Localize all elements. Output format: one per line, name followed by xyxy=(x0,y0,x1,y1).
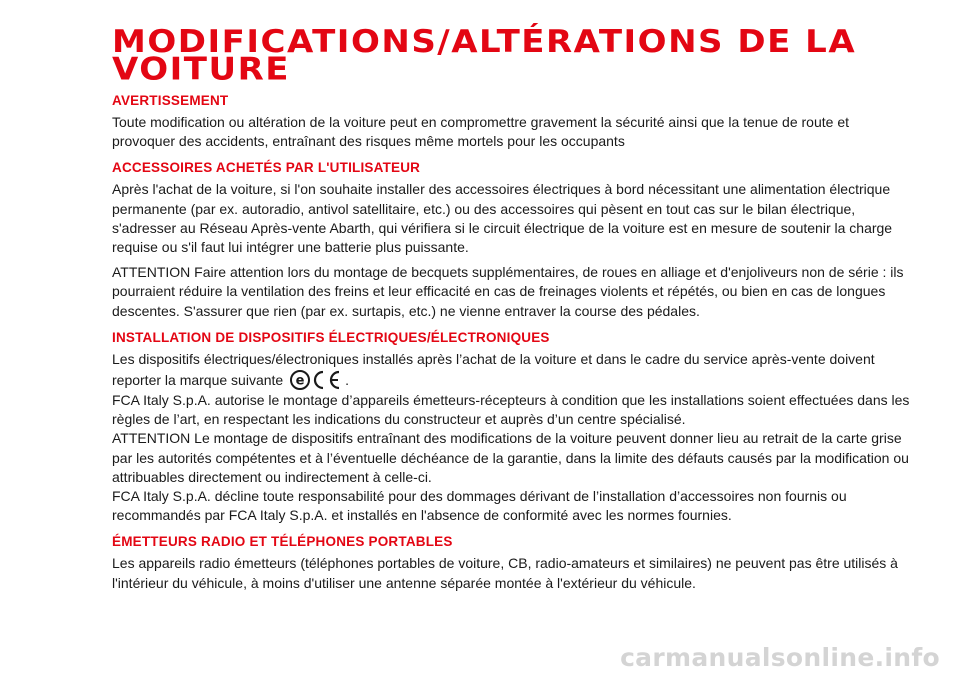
mark-line-text: reporter la marque suivante xyxy=(112,372,284,389)
fca-liability-text: FCA Italy S.p.A. décline toute responsabilité pour des dommages dérivant de l’installation d’accessoires non fournis ou recommandés par FCA Italy S.p.A. et installés en l'absence de conformité avec les normes fournies. xyxy=(112,488,847,524)
accessories-paragraph: Après l'achat de la voiture, si l'on souhaite installer des accessoires électriques à bord nécessitant une alimentation électrique permanente (par ex. autoradio, antivol satellitaire, etc.) ou des accessoires qui pèsent en tout cas sur le bilan électrique, s'adresser au Réseau Après-vente Abarth, qui vérifiera si le circuit électrique de la voiture est en mesure de soutenir la charge requise ou s'il faut lui intégrer une batterie plus puissante. xyxy=(112,181,893,256)
section-heading-radio-transmitters: ÉMETTEURS RADIO ET TÉLÉPHONES PORTABLES xyxy=(112,534,453,550)
fca-authorisation-text: FCA Italy S.p.A. autorise le montage d’appareils émetteurs-récepteurs à condition que les installations soient effectuées dans les règles de l’art, en respectant les indications du constructeur et auprès d’un centre spécialisé. xyxy=(112,392,910,428)
section-heading-electrical-devices: INSTALLATION DE DISPOSITIFS ÉLECTRIQUES/ÉLECTRONIQUES xyxy=(112,329,550,345)
page-title: MODIFICATIONS/ALTÉRATIONS DE LA VOITURE xyxy=(112,23,857,88)
electrical-devices-intro-line: Les dispositifs électriques/électroniques installés après l’achat de la voiture et dans le cadre du service après-vente doivent xyxy=(112,350,875,367)
manual-page xyxy=(112,23,912,599)
svg-text:e: e xyxy=(295,373,305,389)
warning-paragraph: Toute modification ou altération de la voiture peut en compromettre gravement la sécurité ainsi que la tenue de route et provoquer des accidents, entraînant des risques même mortels pour les occupants xyxy=(112,114,849,150)
attention-modification-text: ATTENTION Le montage de dispositifs entraînant des modifications de la voiture peuvent donner lieu au retrait de la carte grise par les autorités compétentes et à l’éventuelle déchéance de la garantie, dans la limite des défauts causés par la modification ou attribuables directement ou indirectement à celle-ci. xyxy=(112,430,909,485)
electrical-devices-paragraph xyxy=(112,350,912,526)
e-ce-mark-icon xyxy=(289,369,343,391)
radio-transmitters-paragraph: Les appareils radio émetteurs (téléphones portables de voiture, CB, radio-amateurs et similaires) ne peuvent pas être utilisés à l'intérieur du véhicule, à moins d'utiliser une antenne séparée montée à l'extérieur du véhicule. xyxy=(112,555,898,591)
accessories-attention-paragraph: ATTENTION Faire attention lors du montage de becquets supplémentaires, de roues en alliage et d'enjoliveurs non de série : ils pourraient réduire la ventilation des freins et leur efficacité en cas de freinages violents et répétés, ou bien en cas de longues descentes. S'assurer que rien (par ex. surtapis, etc.) ne vienne entraver la course des pédales. xyxy=(112,264,904,319)
section-heading-warning: AVERTISSEMENT xyxy=(112,93,229,108)
mark-line-period: . xyxy=(345,372,349,389)
section-heading-accessories: ACCESSOIRES ACHETÉS PAR L'UTILISATEUR xyxy=(112,160,421,176)
watermark: carmanualsonline.info xyxy=(620,643,940,672)
electrical-devices-mark-line xyxy=(112,372,349,388)
